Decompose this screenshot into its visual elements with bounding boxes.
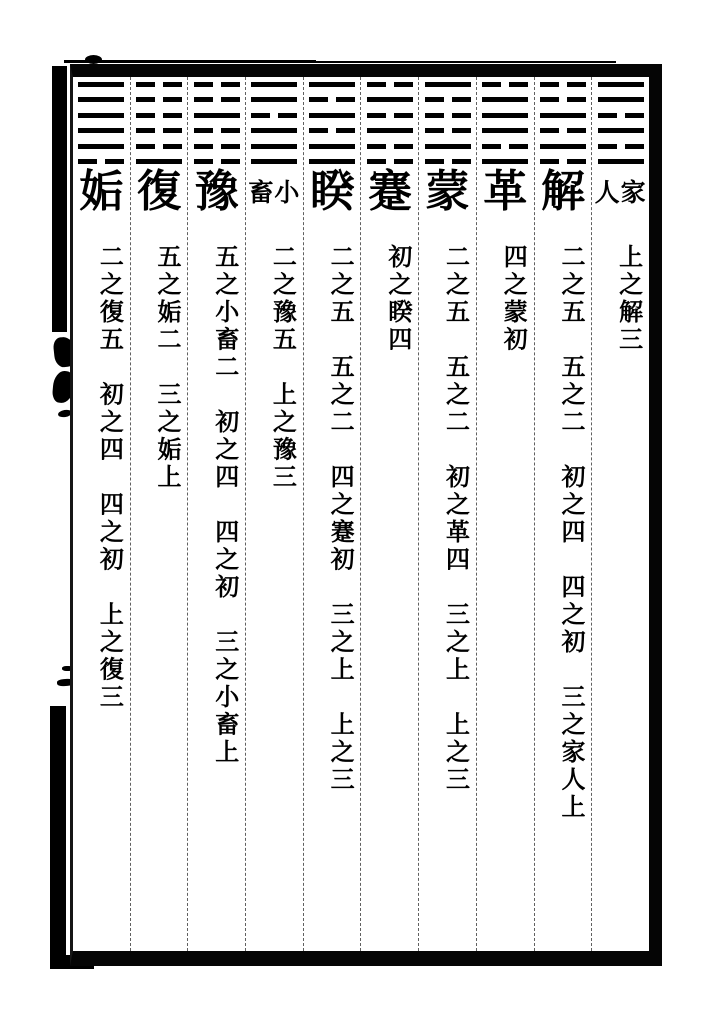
yin-line-segment [163,113,182,118]
yin-line-segment [567,97,586,102]
yin-line [598,113,644,118]
yin-line [251,113,297,118]
yin-line [425,113,471,118]
yin-line [136,113,182,118]
hexagram-figure [425,82,471,164]
hexagram-figure [482,82,528,164]
yin-line [309,128,355,133]
scan-artifact-blob [85,55,102,64]
yin-line-segment [567,128,586,133]
yin-line [598,144,644,149]
yang-line [251,144,297,149]
hexagram-name: 姤 [79,166,124,217]
yin-line-segment [163,97,182,102]
yin-line-segment [336,128,355,133]
yang-line [540,113,586,118]
hexagram-figure [367,82,413,164]
yin-line-segment [221,144,240,149]
yin-line-segment [425,113,444,118]
yin-line-segment [136,97,155,102]
hexagram-name: 蹇 [367,166,412,217]
yin-line-segment [221,82,240,87]
yin-line [367,113,413,118]
line-annotation: 五之姤二 三之姤上 [153,244,183,492]
yin-line [367,82,413,87]
yin-line [194,128,240,133]
hexagram-column-jian [361,77,419,951]
yin-line-segment [309,97,328,102]
hexagram-name: 革 [483,166,528,217]
yang-line [425,144,471,149]
yang-line [367,97,413,102]
yin-line-segment [452,113,471,118]
line-annotation: 二之五 五之二 初之革四 三之上 上之三 [441,244,471,794]
line-annotation: 二之復五 初之四 四之初 上之復三 [95,244,125,712]
yin-line-segment [598,144,617,149]
yin-line-segment [221,128,240,133]
yang-line [540,144,586,149]
yin-line-segment [394,82,413,87]
yin-line-segment [425,97,444,102]
yin-line-segment [194,144,213,149]
yin-line-segment [482,82,501,87]
hexagram-name: 蒙 [425,166,470,217]
yin-line-segment [625,144,644,149]
hexagram-name: 人家 [594,177,647,207]
hexagram-name: 解 [540,166,585,217]
yang-line [309,144,355,149]
yang-line [367,128,413,133]
yin-line [540,82,586,87]
hexagram-name: 畜小 [248,177,301,207]
line-annotation: 二之豫五 上之豫三 [268,244,298,492]
yin-line-segment [567,82,586,87]
yang-line [482,97,528,102]
yin-line-segment [136,128,155,133]
line-annotation: 二之五 五之二 四之蹇初 三之上 上之三 [326,244,356,794]
yin-line-segment [482,144,501,149]
yin-line-segment [367,144,386,149]
yang-line [482,113,528,118]
yin-line [482,144,528,149]
yin-line-segment [309,128,328,133]
yin-line-segment [540,82,559,87]
yin-line-segment [194,97,213,102]
yin-line-segment [136,113,155,118]
yin-line [194,144,240,149]
yang-line [598,97,644,102]
yang-line [78,82,124,87]
yin-line-segment [394,144,413,149]
spine-ink-bar-top [52,66,67,332]
yin-line [309,97,355,102]
yin-line-segment [163,128,182,133]
line-annotation: 二之五 五之二 初之四 四之初 三之家人上 [556,244,586,822]
hexagram-name: 復 [137,166,182,217]
page-frame [70,64,662,966]
yin-line-segment [367,82,386,87]
hexagram-column-jie [535,77,593,951]
hexagram-figure [309,82,355,164]
yin-line-segment [452,97,471,102]
yin-line [194,97,240,102]
yin-line-segment [598,113,617,118]
hexagram-column-fu [131,77,189,951]
hexagram-figure [598,82,644,164]
yang-line [78,113,124,118]
yang-line [194,113,240,118]
yin-line [482,82,528,87]
yin-line-segment [221,97,240,102]
hexagram-figure [251,82,297,164]
hexagram-figure [540,82,586,164]
yin-line-segment [194,128,213,133]
yin-line-segment [425,128,444,133]
yin-line-segment [625,113,644,118]
yang-line [598,128,644,133]
yang-line [251,97,297,102]
hexagram-figure [136,82,182,164]
yang-line [309,82,355,87]
yang-line [482,128,528,133]
yin-line-segment [367,113,386,118]
yang-line [78,144,124,149]
spine-ink-bar-bottom [50,706,66,968]
hexagram-column-meng [419,77,477,951]
hexagram-figure [194,82,240,164]
yin-line [540,128,586,133]
hexagram-column-kui [304,77,362,951]
yin-line-segment [509,82,528,87]
yin-line-segment [163,82,182,87]
hexagram-name: 睽 [310,166,355,217]
hexagram-figure [78,82,124,164]
hexagram-column-gou [73,77,131,951]
yin-line-segment [540,97,559,102]
yang-line [78,97,124,102]
hexagram-column-xiaoxu [246,77,304,951]
yang-line [309,113,355,118]
hexagram-column-ge [477,77,535,951]
yin-line [136,128,182,133]
yin-line [425,97,471,102]
yin-line-segment [163,144,182,149]
yin-line-segment [136,144,155,149]
yin-line [136,97,182,102]
yin-line-segment [540,128,559,133]
yin-line-segment [394,113,413,118]
hexagram-name: 豫 [194,166,239,217]
hexagram-column-yu [188,77,246,951]
yin-line [367,144,413,149]
yin-line-segment [509,144,528,149]
line-annotation: 四之蒙初 [499,244,529,354]
hexagram-column-jiaren [592,77,649,951]
yin-line-segment [278,113,297,118]
yang-line [251,128,297,133]
yin-line-segment [194,82,213,87]
yin-line-segment [251,113,270,118]
yang-line [78,128,124,133]
yin-line [425,128,471,133]
yin-line [136,144,182,149]
yin-line-segment [336,97,355,102]
scan-artifact-line [316,61,616,63]
yin-line [540,97,586,102]
yang-line [598,82,644,87]
yang-line [251,82,297,87]
yin-line-segment [452,128,471,133]
line-annotation: 上之解三 [614,244,644,354]
yin-line [136,82,182,87]
yin-line-segment [136,82,155,87]
line-annotation: 五之小畜二 初之四 四之初 三之小畜上 [210,244,240,767]
yin-line [194,82,240,87]
yang-line [425,82,471,87]
line-annotation: 初之睽四 [383,244,413,354]
